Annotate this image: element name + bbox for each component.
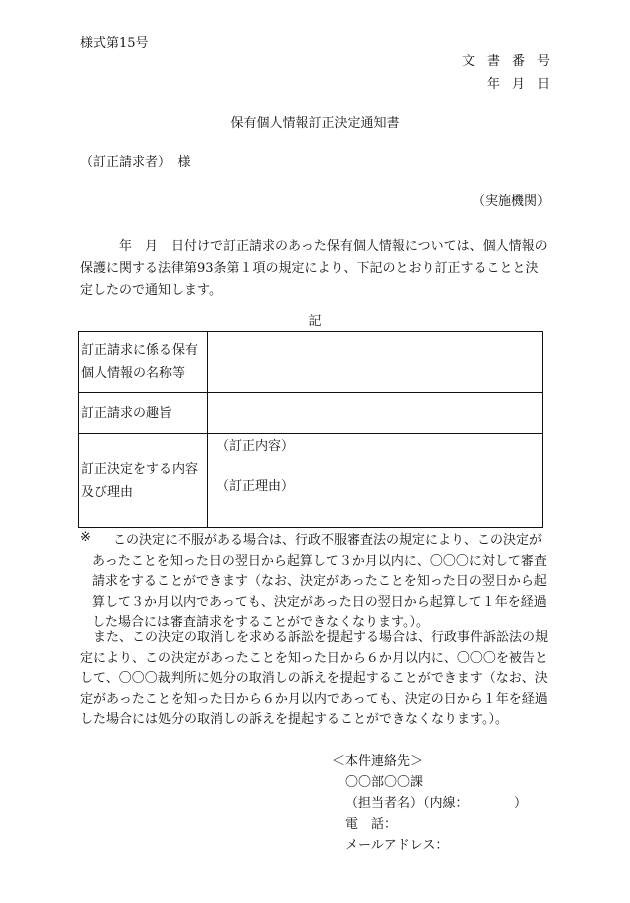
notice-mark: ※ xyxy=(80,530,91,545)
date-label: 年月日 xyxy=(486,77,562,92)
table-row xyxy=(79,332,543,393)
addressee: （訂正請求者） 様 xyxy=(80,155,191,170)
contact-department: 〇〇部〇〇課 xyxy=(345,775,424,790)
decision-table xyxy=(78,331,543,528)
correction-reason-label: （訂正理由） xyxy=(216,479,295,494)
row-label-info-name: 訂正請求に係る保有個人情報の名称等 xyxy=(79,332,208,393)
ki-label: 記 xyxy=(308,314,322,329)
notice-paragraph-lawsuit: また、この決定の取消しを求める訴訟を提起する場合は、行政事件訴訟法の規定により、この決定があったことを知った日から６か月以内に、〇〇〇を被告として、〇〇〇裁判所に処分の取消しの訴えを提起することができます（なお、決定があったことを知った日から６か月以内であっても、決定の日から１年を経過した場合には処分の取消しの訴えを提起することができなくなります。）。 xyxy=(80,630,549,727)
main-body-text: 年 月 日付けで訂正請求のあった保有個人情報については、個人情報の保護に関する法律第93条第１項の規定により、下記のとおり訂正することと決定したので通知します。 xyxy=(80,239,548,298)
contact-phone: 電 話： xyxy=(345,817,398,832)
document-number-label: 文書番号 xyxy=(461,54,562,69)
correction-content-label: （訂正内容） xyxy=(216,439,295,454)
row-label-decision-content: 訂正決定をする内容及び理由 xyxy=(79,434,208,528)
notice-paragraph-appeal: この決定に不服がある場合は、行政不服審査法の規定により、この決定があったことを知った日の翌日から起算して３か月以内に、〇〇〇に対して審査請求をすることができます（なお、決定があったことを知った日の翌日から起算して３か月以内であっても、決定があった日の翌日から起算して１年を経過した場合には審査請求をすることができなくなります。）。 xyxy=(92,533,547,630)
contact-person-extension: （担当者名）（内線： ） xyxy=(345,796,528,811)
row-label-request-purpose: 訂正請求の趣旨 xyxy=(79,393,208,434)
row-value-request-purpose xyxy=(208,393,543,434)
contact-email: メールアドレス： xyxy=(345,838,449,853)
contact-heading: ＜本件連絡先＞ xyxy=(332,754,424,769)
implementing-agency: （実施機関） xyxy=(471,194,550,209)
form-number: 様式第15号 xyxy=(80,36,149,51)
document-title: 保有個人情報訂正決定通知書 xyxy=(230,116,400,131)
row-value-info-name xyxy=(208,332,543,393)
table-row xyxy=(79,434,543,528)
row-value-decision-content xyxy=(208,434,543,528)
table-row xyxy=(79,393,543,434)
